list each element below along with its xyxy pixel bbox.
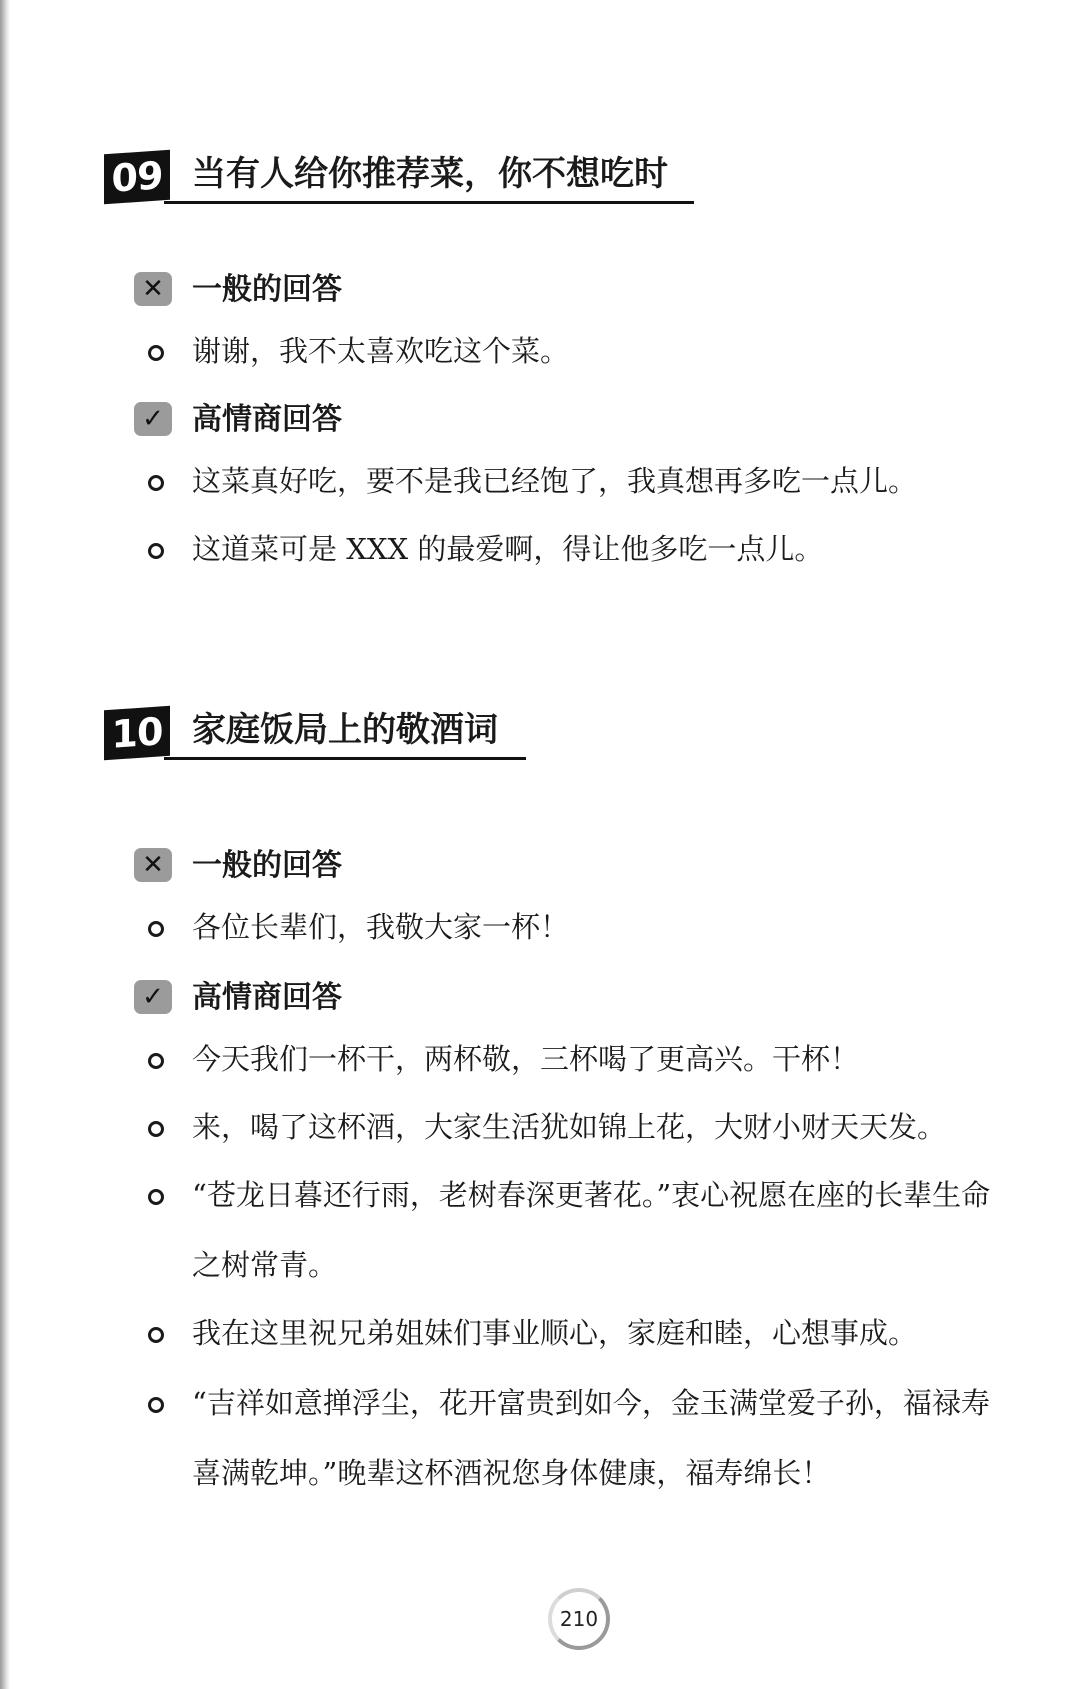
section-title: 家庭饭局上的敬酒词 [192, 710, 498, 750]
smart-answer-label: 高情商回答 [192, 402, 342, 437]
answer-text: 这道菜可是 XXX 的最爱啊，得让他多吃一点儿。 [192, 532, 824, 566]
section-heading-10 [104, 706, 524, 760]
general-answer-label: 一般的回答 [192, 272, 342, 307]
bullet-circle-icon [148, 1397, 164, 1413]
answer-text: 今天我们一杯干，两杯敬，三杯喝了更高兴。干杯！ [192, 1042, 860, 1076]
cross-icon: ✕ [134, 848, 172, 882]
answer-text: “吉祥如意掸浮尘，花开富贵到如今，金玉满堂爱子孙，福禄寿喜满乾坤。”晚辈这杯酒祝您身体健康，福寿绵长！ [192, 1386, 990, 1490]
section-heading-09 [104, 150, 694, 204]
section-title: 当有人给你推荐菜，你不想吃时 [192, 154, 668, 194]
page-edge-shadow [0, 0, 10, 1689]
check-icon: ✓ [134, 402, 172, 436]
section-number-badge: 09 [104, 150, 170, 205]
check-icon: ✓ [134, 980, 172, 1014]
answer-text: “苍龙日暮还行雨，老树春深更著花。”衷心祝愿在座的长辈生命之树常青。 [192, 1178, 991, 1282]
bullet-circle-icon [148, 1053, 164, 1069]
answer-text: 各位长辈们，我敬大家一杯！ [192, 910, 570, 944]
bullet-circle-icon [148, 1121, 164, 1137]
section-number-badge: 10 [104, 706, 170, 761]
answer-text: 这菜真好吃，要不是我已经饱了，我真想再多吃一点儿。 [192, 464, 918, 498]
bullet-circle-icon [148, 921, 164, 937]
bullet-circle-icon [148, 475, 164, 491]
title-underline [164, 201, 694, 204]
bullet-circle-icon [148, 345, 164, 361]
general-answer-label: 一般的回答 [192, 848, 342, 883]
bullet-circle-icon [148, 1327, 164, 1343]
answer-text: 来，喝了这杯酒，大家生活犹如锦上花，大财小财天天发。 [192, 1110, 947, 1144]
bullet-circle-icon [148, 1189, 164, 1205]
title-underline [164, 757, 526, 760]
answer-text: 我在这里祝兄弟姐妹们事业顺心，家庭和睦，心想事成。 [192, 1316, 918, 1350]
page-number: 210 [548, 1588, 610, 1650]
cross-icon: ✕ [134, 272, 172, 306]
answer-text: 谢谢，我不太喜欢吃这个菜。 [192, 334, 570, 368]
smart-answer-label: 高情商回答 [192, 980, 342, 1015]
bullet-circle-icon [148, 543, 164, 559]
